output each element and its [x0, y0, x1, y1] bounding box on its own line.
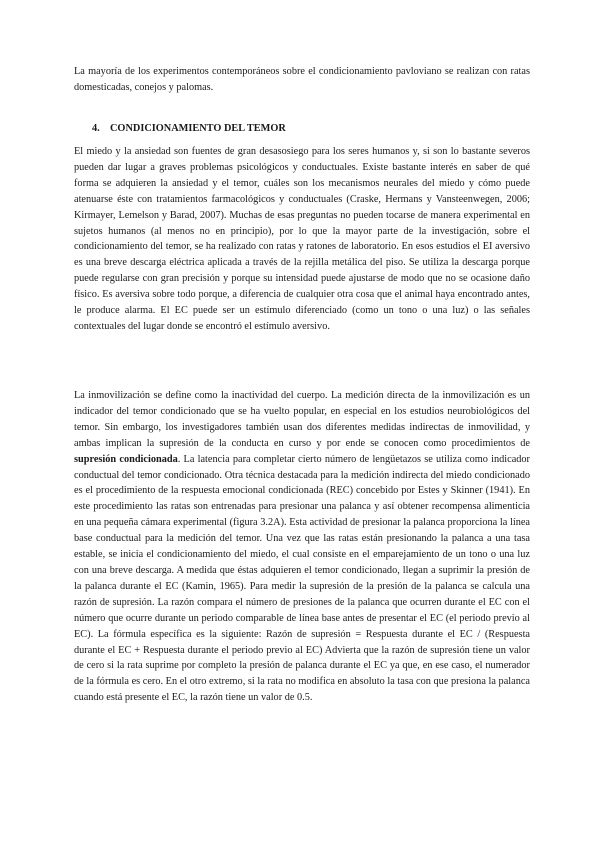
paragraph2-text-end: . La latencia para completar cierto número de lengüetazos se utiliza como indicador conductual del temor condicionado. Otra técnica destacada para la medición indirecta del miedo condicionado es el procedimiento de la respuesta emocional condicionada (REC) concebido por Estes y Skinner (1941). En este procedimiento las ratas son entrenadas para presionar una palanca y así obtener recompensa alimenticia en una pequeña cámara experimental (figura 3.2A). Esta actividad de presionar la palanca proporciona la línea base conductual para la medición del temor. Una vez que las ratas están presionando la palanca a una tasa estable, se inicia el condicionamiento del miedo, el cual consiste en el emparejamiento de un tono o una luz con una breve descarga. A medida que éstas adquieren el temor condicionado, llegan a suprimir la presión de la palanca durante el EC (Kamin, 1965). Para medir la supresión de la presión de la palanca se calcula una razón de supresión. La razón compara el número de presiones de la palanca que ocurren durante el EC con el número que ocurre durante un periodo comparable de línea base antes de presentar el EC (el periodo previo al EC). La fórmula específica es la siguiente: Razón de supresión = Respuesta durante el EC / (Respuesta durante el EC + Respuesta durante el periodo previo al EC) Advierta que la razón de supresión tiene un valor de cero si la rata suprime por completo la presión de palanca durante el EC ya que, en ese caso, el numerador de la fórmula es cero. En el otro extremo, si la rata no modifica en absoluto la tasa con que presiona la palanca cuando está presente el EC, la razón tiene un valor de 0.5. — [74, 453, 530, 704]
paragraph-conditioned-suppression — [74, 388, 530, 706]
section-number: 4. — [92, 123, 100, 134]
section-title: CONDICIONAMIENTO DEL TEMOR — [110, 123, 286, 134]
bold-term: supresión condicionada — [74, 453, 178, 465]
section-heading — [92, 122, 286, 136]
paragraph2-text-start: La inmovilización se define como la inactividad del cuerpo. La medición directa de la inmovilización es un indicador del temor condicionado que se ha vuelto popular, en especial en los estudios neurobiológicos del temor. Sin embargo, los investigadores también usan dos diferentes medidas indirectas de inmovilidad, y ambas implican la supresión de la conducta en curso y por ende se conocen como procedimientos de — [74, 390, 530, 449]
intro-paragraph: La mayoría de los experimentos contemporáneos sobre el condicionamiento pavloviano se realizan con ratas domesticadas, conejos y palomas. — [74, 66, 530, 93]
paragraph-fear-conditioning: El miedo y la ansiedad son fuentes de gran desasosiego para los seres humanos y, si son lo bastante severos pueden dar lugar a graves problemas psicológicos y conductuales. Existe bastante interés en saber de qué forma se adquieren la ansiedad y el temor, cuáles son los mecanismos neurales del miedo y cómo puede atenuarse éste con tratamientos farmacológicos y conductuales (Craske, Hermans y Vansteenwegen, 2006; Kirmayer, Lemelson y Barad, 2007). Muchas de esas preguntas no pueden tocarse de manera experimental en sujetos humanos (al menos no en principio), por lo que la mayor parte de la investigación, sobre el condicionamiento del temor, se ha realizado con ratas y ratones de laboratorio. En esos estudios el EI aversivo es una breve descarga eléctrica aplicada a través de la rejilla metálica del piso. Se utiliza la descarga porque puede regularse con gran precisión y porque su intensidad puede ajustarse de modo que no se ocasione daño físico. Es aversiva sobre todo porque, a diferencia de cualquier otra cosa que el animal haya encontrado antes, le produce alarma. El EC puede ser un estímulo diferenciado (como un tono o una luz) o las señales contextuales del lugar donde se encontró el estímulo aversivo. — [74, 146, 530, 332]
